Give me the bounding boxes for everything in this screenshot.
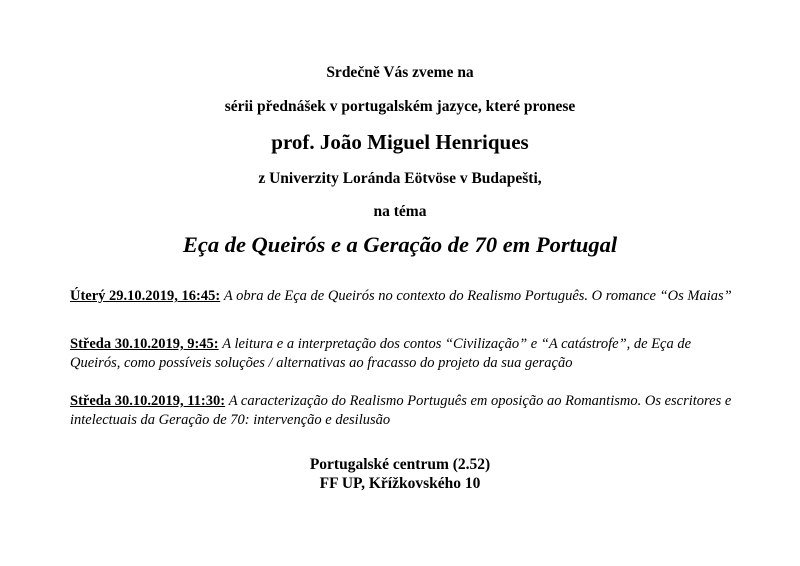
topic-intro: na téma xyxy=(373,203,427,220)
lecture-date-time: Úterý 29.10.2019, 16:45: xyxy=(70,288,221,304)
venue-room: Portugalské centrum (2.52) xyxy=(309,456,491,473)
lecture-item xyxy=(70,335,732,372)
venue-address: FF UP, Křížkovského 10 xyxy=(319,475,481,492)
lecture-date-time: Středa 30.10.2019, 9:45: xyxy=(70,336,219,352)
greeting: Srdečně Vás zveme na xyxy=(326,64,474,81)
lecture-series-topic: Eça de Queirós e a Geração de 70 em Portugal xyxy=(182,232,618,257)
lecture-title: A leitura e a interpretação dos contos “Civilização” e “A catástrofe”, de Eça de Queirós, como possíveis soluções / alternativas ao fracasso do projeto da sua geração xyxy=(70,336,692,371)
series-line: sérii přednášek v portugalském jazyce, které pronese xyxy=(224,98,576,115)
speaker-name: prof. João Miguel Henriques xyxy=(271,130,529,154)
lecture-item xyxy=(70,287,732,306)
lecture-item xyxy=(70,392,732,429)
speaker-affiliation: z Univerzity Loránda Eötvöse v Budapešti, xyxy=(258,170,542,187)
lecture-title: A caracterização do Realismo Português em oposição ao Romantismo. Os escritores e intelectuais da Geração de 70: intervenção e desilusão xyxy=(70,393,732,428)
lecture-date-time: Středa 30.10.2019, 11:30: xyxy=(70,393,226,409)
lecture-title: A obra de Eça de Queirós no contexto do Realismo Português. O romance “Os Maias” xyxy=(223,288,732,304)
